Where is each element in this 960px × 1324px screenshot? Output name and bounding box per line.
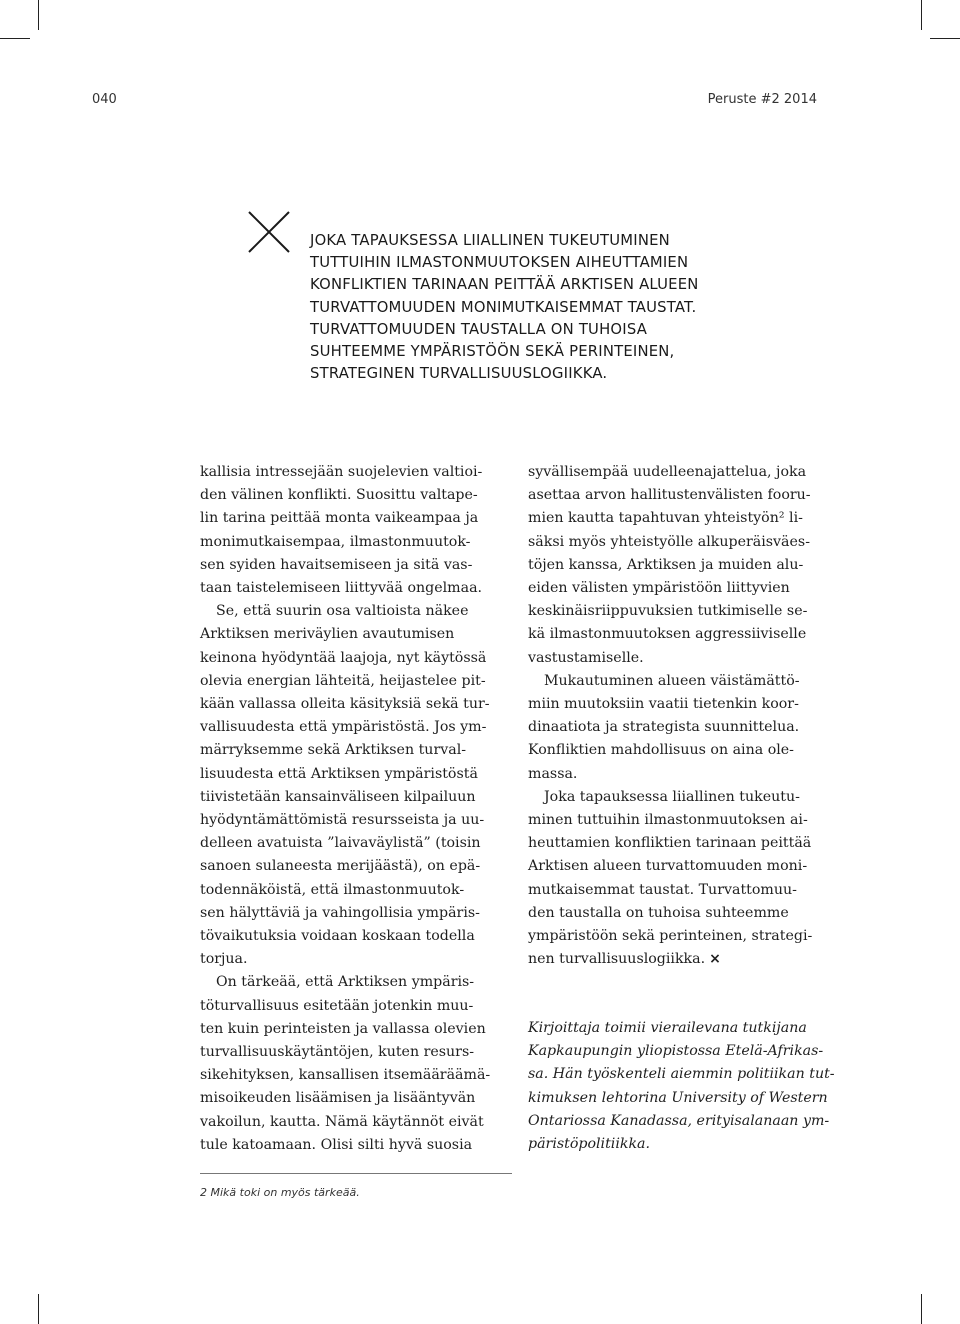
text-line: kallisia intressejään suojelevien valtioi- bbox=[200, 464, 483, 480]
text-line: töjen kanssa, Arktiksen ja muiden alu- bbox=[528, 556, 804, 573]
text-line: sikehityksen, kansallisen itsemääräämä- bbox=[200, 1067, 491, 1084]
text-line-text: nen turvallisuuslogiikka. bbox=[528, 951, 706, 968]
text-line: kään vallassa olleita käsityksiä sekä tur- bbox=[200, 696, 490, 713]
text-line: sanoen sulaneesta merijäästä), on epä- bbox=[200, 858, 481, 875]
text-line-last bbox=[528, 948, 840, 971]
text-line: syvällisempää uudelleenajattelua, joka bbox=[528, 464, 807, 480]
pull-quote bbox=[310, 230, 790, 385]
crop-mark bbox=[0, 38, 30, 39]
text-line: asettaa arvon hallitustenvälisten fooru- bbox=[528, 487, 811, 504]
page-number: 040 bbox=[92, 92, 117, 107]
bio-line: kimuksen lehtorina University of Western bbox=[528, 1089, 828, 1106]
text-line: sen syiden havaitsemiseen ja sitä vas- bbox=[200, 556, 473, 573]
text-line: taan taistelemiseen liittyvää ongelmaa. bbox=[200, 580, 483, 597]
text-line: delleen avatuista ”laivaväylistä” (toisin bbox=[200, 835, 481, 852]
text-line: säksi myös yhteistyölle alkuperäisväes- bbox=[528, 533, 810, 550]
text-line: ympäristöön sekä perinteinen, strategi- bbox=[528, 928, 813, 945]
text-line: mien kautta tapahtuvan yhteistyön² li- bbox=[528, 510, 803, 527]
bio-line: sa. Hän työskenteli aiemmin politiikan tut- bbox=[528, 1066, 835, 1083]
text-line: lin tarina peittää monta vaikeampaa ja bbox=[200, 510, 479, 527]
text-line: Konfliktien mahdollisuus on aina ole- bbox=[528, 742, 794, 759]
text-line: todennäköistä, että ilmastonmuutok- bbox=[200, 881, 465, 898]
text-line: tiivistetään kansainväliseen kilpailuun bbox=[200, 788, 476, 805]
end-mark-icon: × bbox=[709, 951, 721, 968]
text-line: ten kuin perinteisten ja vallassa olevien bbox=[200, 1020, 486, 1037]
pull-quote-line: STRATEGINEN TURVALLISUUSLOGIIKKA. bbox=[310, 365, 608, 383]
text-line: vallisuudesta että ympäristöstä. Jos ym- bbox=[200, 719, 487, 736]
body-column-right bbox=[528, 461, 840, 971]
footnote-rule bbox=[200, 1173, 512, 1174]
text-line: On tärkeää, että Arktiksen ympäris- bbox=[216, 974, 475, 991]
text-line: Mukautuminen alueen väistämättö- bbox=[544, 672, 800, 689]
text-line: vastustamiselle. bbox=[528, 649, 644, 666]
text-line: dinaatiota ja strategista suunnittelua. bbox=[528, 719, 800, 736]
pull-quote-line: TURVATTOMUUDEN TAUSTALLA ON TUHOISA bbox=[310, 320, 648, 338]
text-line: kä ilmastonmuutoksen aggressiiviselle bbox=[528, 626, 807, 643]
crop-mark bbox=[921, 1294, 922, 1324]
text-line: Arktiksen meriväylien avautumisen bbox=[200, 626, 455, 643]
text-line: misoikeuden lisäämisen ja lisääntyvän bbox=[200, 1090, 476, 1107]
text-line: eiden välisten ympäristöön liittyvien bbox=[528, 580, 790, 597]
crop-mark bbox=[921, 0, 922, 30]
text-line: heuttamien konfliktien tarinaan peittää bbox=[528, 835, 812, 852]
text-line: hyödyntämättömistä resursseista ja uu- bbox=[200, 812, 485, 829]
text-line: Se, että suurin osa valtioista näkee bbox=[216, 603, 469, 620]
text-line: Arktisen alueen turvattomuuden moni- bbox=[528, 858, 808, 875]
crop-mark bbox=[38, 0, 39, 30]
text-line: minen tuttuihin ilmastonmuutoksen ai- bbox=[528, 812, 808, 829]
text-line: tule katoamaan. Olisi silti hyvä suosia bbox=[200, 1136, 473, 1153]
text-line: töturvallisuus esitetään jotenkin muu- bbox=[200, 997, 474, 1014]
text-line: massa. bbox=[528, 765, 578, 782]
bio-line: Ontariossa Kanadassa, erityisalanaan ym- bbox=[528, 1112, 830, 1129]
pull-quote-line: TUTTUIHIN ILMASTONMUUTOKSEN AIHEUTTAMIEN bbox=[310, 254, 689, 272]
bio-line: Kapkaupungin yliopistossa Etelä-Afrikas- bbox=[528, 1043, 824, 1060]
running-head: Peruste #2 2014 bbox=[707, 92, 817, 107]
bio-line: päristöpolitiikka. bbox=[528, 1136, 651, 1153]
text-line: keskinäisriippuvuksien tutkimiselle se- bbox=[528, 603, 808, 620]
text-line: den välinen konflikti. Suosittu valtape- bbox=[200, 487, 478, 504]
x-mark-icon bbox=[247, 210, 291, 254]
text-line: vakoilun, kautta. Nämä käytännöt eivät bbox=[200, 1113, 484, 1130]
bio-line: Kirjoittaja toimii vierailevana tutkijana bbox=[528, 1020, 807, 1036]
text-line: sen hälyttäviä ja vahingollisia ympäris- bbox=[200, 904, 480, 921]
text-line: märryksemme sekä Arktiksen turval- bbox=[200, 742, 467, 759]
text-line: den taustalla on tuhoisa suhteemme bbox=[528, 904, 789, 921]
text-line: miin muutoksiin vaatii tietenkin koor- bbox=[528, 696, 799, 713]
pull-quote-line: JOKA TAPAUKSESSA LIIALLINEN TUKEUTUMINEN bbox=[310, 232, 670, 249]
crop-mark bbox=[930, 38, 960, 39]
crop-mark bbox=[38, 1294, 39, 1324]
text-line: mutkaisemmat taustat. Turvattomuu- bbox=[528, 881, 797, 898]
pull-quote-line: SUHTEEMME YMPÄRISTÖÖN SEKÄ PERINTEINEN, bbox=[310, 343, 675, 361]
pull-quote-line: KONFLIKTIEN TARINAAN PEITTÄÄ ARKTISEN ALUEEN bbox=[310, 276, 699, 294]
footnote: 2 Mikä toki on myös tärkeää. bbox=[200, 1186, 360, 1199]
text-line: keinona hyödyntää laajoja, nyt käytössä bbox=[200, 649, 487, 666]
text-line: lisuudesta että Arktiksen ympäristöstä bbox=[200, 765, 478, 782]
body-column-left bbox=[200, 461, 512, 1157]
author-bio bbox=[528, 1017, 840, 1156]
pull-quote-line: TURVATTOMUUDEN MONIMUTKAISEMMAT TAUSTAT. bbox=[310, 298, 697, 316]
text-line: Joka tapauksessa liiallinen tukeutu- bbox=[544, 788, 800, 805]
text-line: olevia energian lähteitä, heijastelee pit- bbox=[200, 672, 486, 689]
text-line: torjua. bbox=[200, 951, 248, 968]
text-line: tövaikutuksia voidaan koskaan todella bbox=[200, 928, 475, 945]
text-line: turvallisuuskäytäntöjen, kuten resurs- bbox=[200, 1044, 475, 1061]
text-line: monimutkaisempaa, ilmastonmuutok- bbox=[200, 533, 471, 550]
